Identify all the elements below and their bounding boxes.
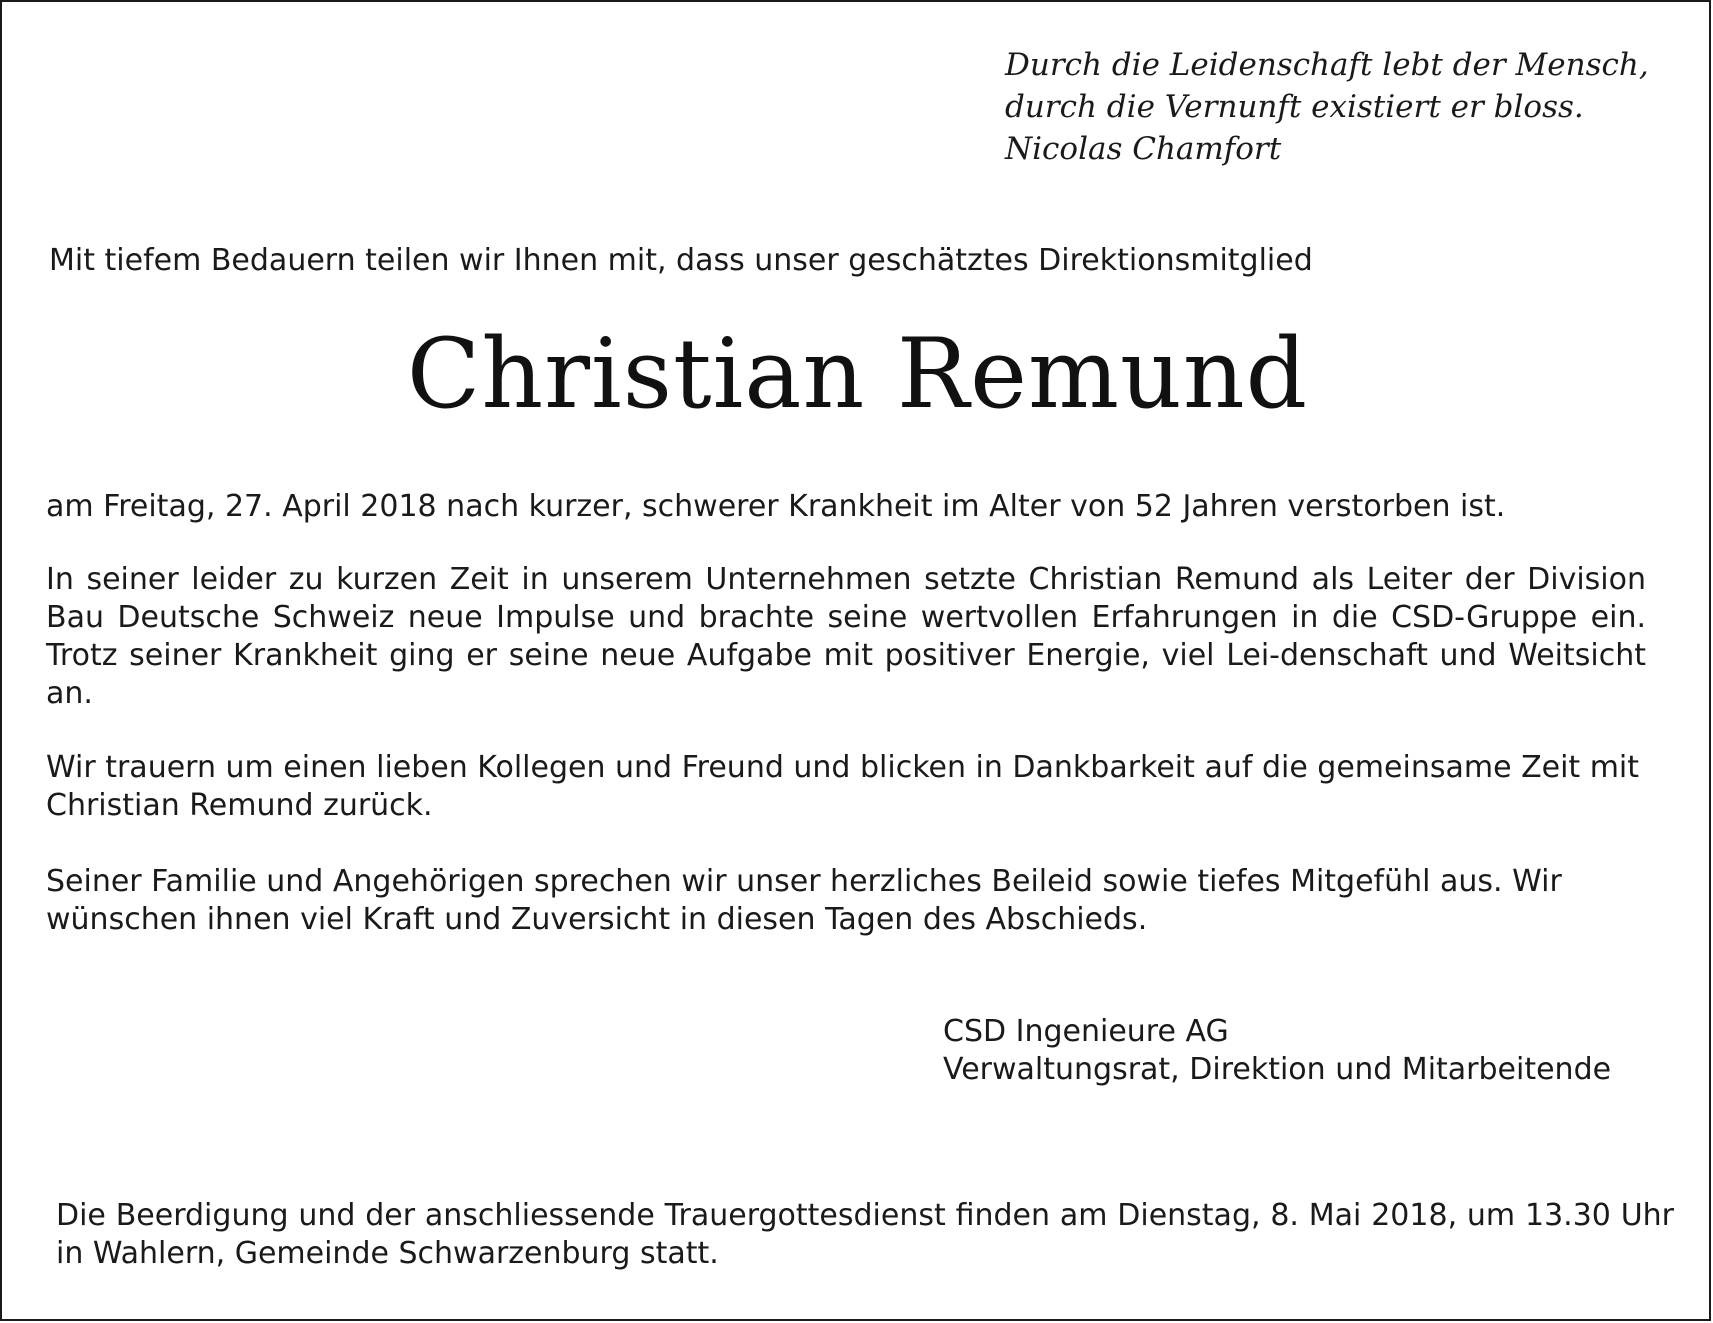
quote-line-1: Durch die Leidenschaft lebt der Mensch, xyxy=(1005,47,1649,83)
intro-text: Mit tiefem Bedauern teilen wir Ihnen mit, dass unser geschätztes Direktionsmitglied xyxy=(49,243,1313,278)
signature-group: Verwaltungsrat, Direktion und Mitarbeitende xyxy=(943,1052,1612,1087)
deceased-name: Christian Remund xyxy=(406,318,1309,430)
funeral-details: Die Beerdigung und der anschliessende Trauergottesdienst finden am Dienstag, 8. Mai 2018, um 13.30 Uhr in Wahlern, Gemeinde Schwarzenburg statt. xyxy=(56,1198,1674,1271)
quote-author: Nicolas Chamfort xyxy=(1005,131,1282,167)
condolence-paragraph: Seiner Familie und Angehörigen sprechen wir unser herzliches Beileid sowie tiefes Mitgefühl aus. Wir wünschen ihnen viel Kraft und Zuversicht in diesen Tagen des Abschieds. xyxy=(46,864,1562,937)
signature-block xyxy=(943,1013,1683,1089)
tribute-paragraph: In seiner leider zu kurzen Zeit in unserem Unternehmen setzte Christian Remund als Leiter der Division Bau Deutsche Schweiz neue Impulse und brachte seine wertvollen Erfahrungen in die CSD-Gruppe ein. Trotz seiner Krankheit ging er seine neue Aufgabe mit positiver Energie, viel Lei-denschaft und Weitsicht an. xyxy=(46,562,1646,711)
mourning-paragraph: Wir trauern um einen lieben Kollegen und Freund und blicken in Dankbarkeit auf die gemeinsame Zeit mit Christian Remund zurück. xyxy=(46,750,1640,823)
death-announcement: am Freitag, 27. April 2018 nach kurzer, schwerer Krankheit im Alter von 52 Jahren verstorben ist. xyxy=(46,489,1506,524)
epigraph-quote xyxy=(1005,44,1685,170)
quote-line-2: durch die Vernunft existiert er bloss. xyxy=(1005,89,1584,125)
signature-company: CSD Ingenieure AG xyxy=(943,1014,1229,1049)
